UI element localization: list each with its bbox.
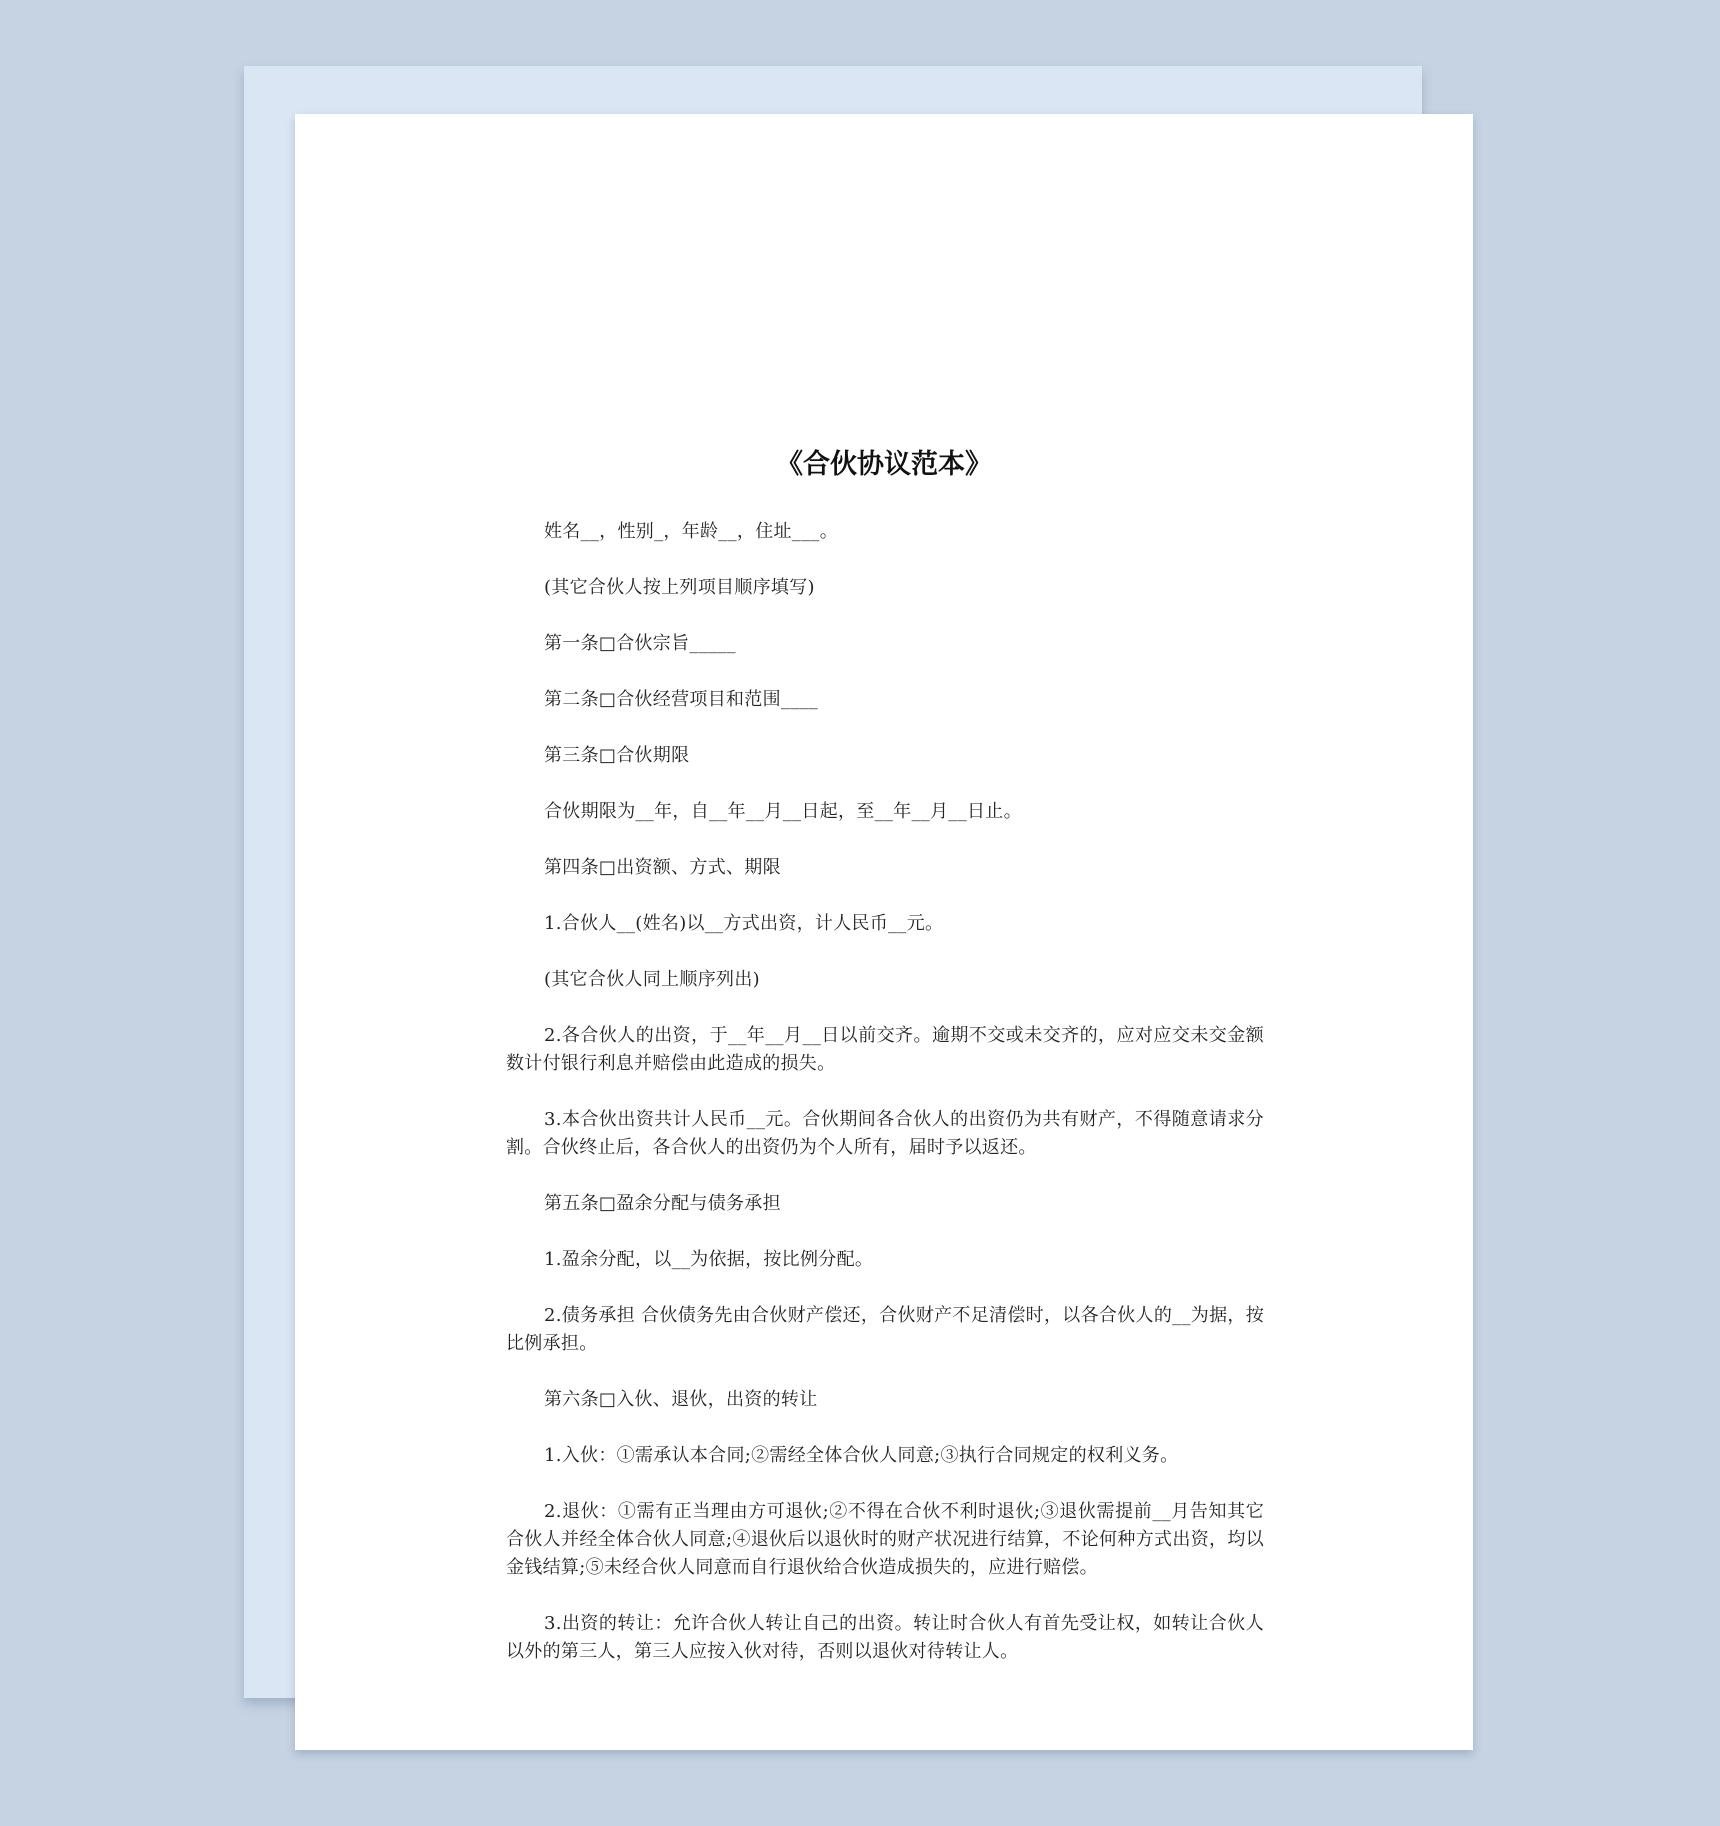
paragraph-other-partners-note: (其它合伙人按上列项目顺序填写) [544,577,815,598]
paragraph-admission-1: 1.入伙：①需承认本合同;②需经全体合伙人同意;③执行合同规定的权利义务。 [544,1445,1179,1466]
paragraph-contribution-note: (其它合伙人同上顺序列出) [544,969,760,990]
paragraph-article-4: 第四条□出资额、方式、期限 [544,857,781,878]
paragraph-contribution-2: 2.各合伙人的出资，于__年__月__日以前交齐。逾期不交或未交齐的，应对应交未交金额数计付银行利息并赔偿由此造成的损失。 [506,1025,1264,1074]
paragraph-contribution-1: 1.合伙人__(姓名)以__方式出资，计人民币__元。 [544,913,944,934]
paragraph-article-3: 第三条□合伙期限 [544,745,690,766]
document-body [506,518,1264,1694]
paragraph-article-2: 第二条□合伙经营项目和范围____ [544,689,819,710]
paragraph-contribution-3: 3.本合伙出资共计人民币__元。合伙期间各合伙人的出资仍为共有财产，不得随意请求分割。合伙终止后，各合伙人的出资仍为个人所有，届时予以返还。 [506,1109,1264,1158]
paragraph-article-6: 第六条□入伙、退伙，出资的转让 [544,1389,818,1410]
document-page [295,114,1473,1750]
paragraph-term: 合伙期限为__年，自__年__月__日起，至__年__月__日止。 [544,801,1022,822]
paragraph-debt-2: 2.债务承担 合伙债务先由合伙财产偿还，合伙财产不足清偿时，以各合伙人的__为据，按比例承担。 [506,1305,1264,1354]
paragraph-transfer-3: 3.出资的转让：允许合伙人转让自己的出资。转让时合伙人有首先受让权，如转让合伙人以外的第三人，第三人应按入伙对待，否则以退伙对待转让人。 [506,1613,1264,1662]
document-title: 《合伙协议范本》 [776,449,992,480]
paragraph-withdrawal-2: 2.退伙：①需有正当理由方可退伙;②不得在合伙不利时退伙;③退伙需提前__月告知其它合伙人并经全体合伙人同意;④退伙后以退伙时的财产状况进行结算，不论何种方式出资，均以金钱结算;⑤未经合伙人同意而自行退伙给合伙造成损失的，应进行赔偿。 [506,1501,1264,1578]
paragraph-article-1: 第一条□合伙宗旨_____ [544,633,736,654]
paragraph-party-info: 姓名__，性别_，年龄__，住址___。 [544,521,838,542]
paragraph-profit-1: 1.盈余分配，以__为依据，按比例分配。 [544,1249,874,1270]
paragraph-article-5: 第五条□盈余分配与债务承担 [544,1193,781,1214]
